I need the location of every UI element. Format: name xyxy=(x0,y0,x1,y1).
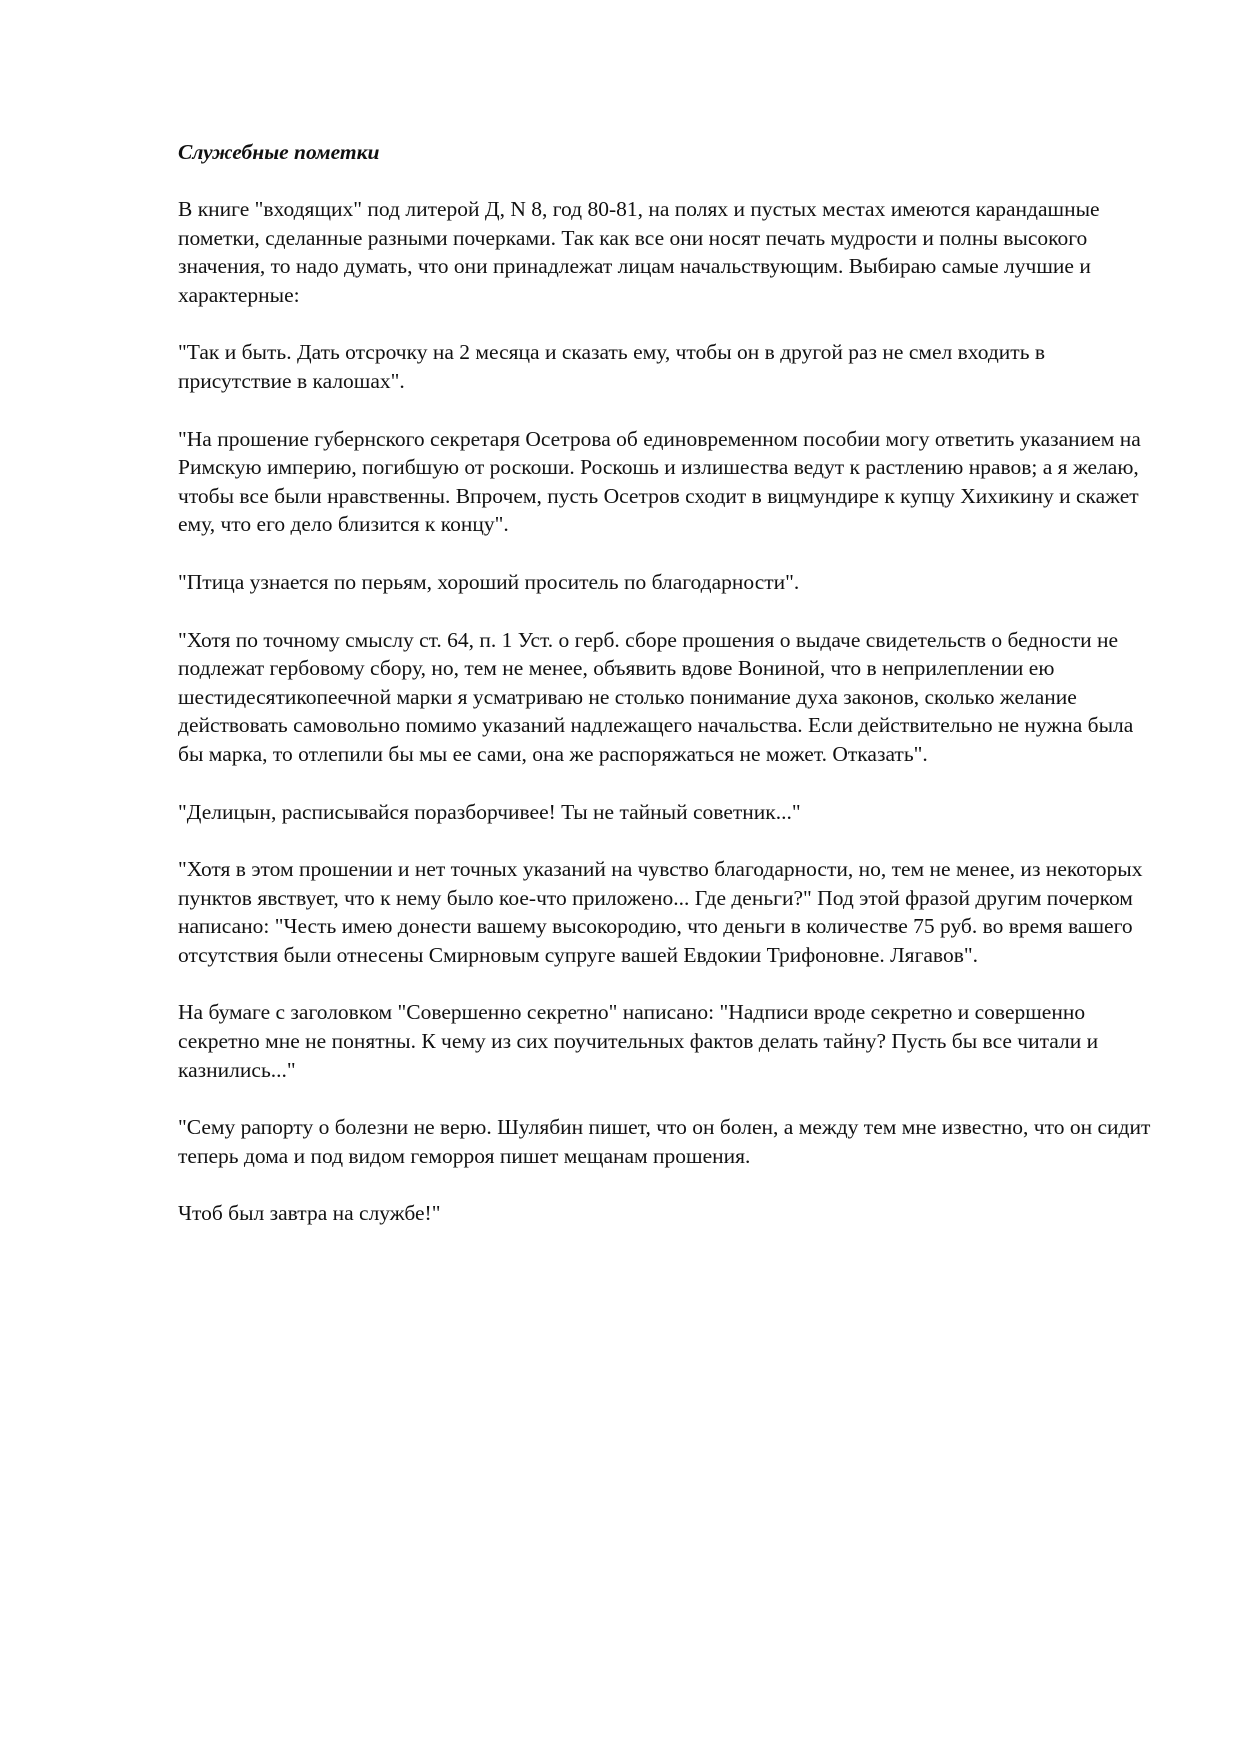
paragraph: "Делицын, расписывайся поразборчивее! Ты не тайный советник..." xyxy=(178,799,801,824)
document-body xyxy=(178,138,1163,1228)
paragraph: "Хотя по точному смыслу ст. 64, п. 1 Уст. о герб. сборе прошения о выдаче свидетельств о бедности не подлежат гербовому сбору, но, тем не менее, объявить вдове Вониной, что в неприлеплении ею шестидесятикопеечной марки я усматриваю не столько понимание духа законов, сколько желание действовать самовольно помимо указаний надлежащего начальства. Если действительно не нужна была бы марка, то отлепили бы мы ее сами, она же распоряжаться не может. Отказать". xyxy=(178,627,1134,766)
paragraph: Чтоб был завтра на службе!" xyxy=(178,1201,441,1226)
document-title: Служебные пометки xyxy=(178,140,380,164)
paragraph: В книге "входящих" под литерой Д, N 8, год 80-81, на полях и пустых местах имеются карандашные пометки, сделанные разными почерками. Так как все они носят печать мудрости и полны высокого значения, то надо думать, что они принадлежат лицам начальствующим. Выбираю самые лучшие и характерные: xyxy=(178,197,1100,307)
paragraph: "Птица узнается по перьям, хороший проситель по благодарности". xyxy=(178,569,800,594)
paragraph: На бумаге с заголовком "Совершенно секретно" написано: "Надписи вроде секретно и совершенно секретно мне не понятны. К чему из сих поучительных фактов делать тайну? Пусть бы все читали и казнились..." xyxy=(178,1000,1099,1082)
paragraph: "Сему рапорту о болезни не верю. Шулябин пишет, что он болен, а между тем мне известно, что он сидит теперь дома и под видом геморроя пишет мещанам прошения. xyxy=(178,1115,1151,1168)
paragraph: "Так и быть. Дать отсрочку на 2 месяца и сказать ему, чтобы он в другой раз не смел входить в присутствие в калошах". xyxy=(178,340,1046,393)
paragraph: "На прошение губернского секретаря Осетрова об единовременном пособии могу ответить указанием на Римскую империю, погибшую от роскоши. Роскошь и излишества ведут к растлению нравов; а я желаю, чтобы все были нравственны. Впрочем, пусть Осетров сходит в вицмундире к купцу Хихикину и скажет ему, что его дело близится к концу". xyxy=(178,426,1141,537)
paragraph: "Хотя в этом прошении и нет точных указаний на чувство благодарности, но, тем не менее, из некоторых пунктов явствует, что к нему было кое-что приложено... Где деньги?" Под этой фразой другим почерком написано: "Честь имею донести вашему высокородию, что деньги в количестве 75 руб. во время вашего отсутствия были отнесены Смирновым супруге вашей Евдокии Трифоновне. Лягавов". xyxy=(178,857,1143,967)
